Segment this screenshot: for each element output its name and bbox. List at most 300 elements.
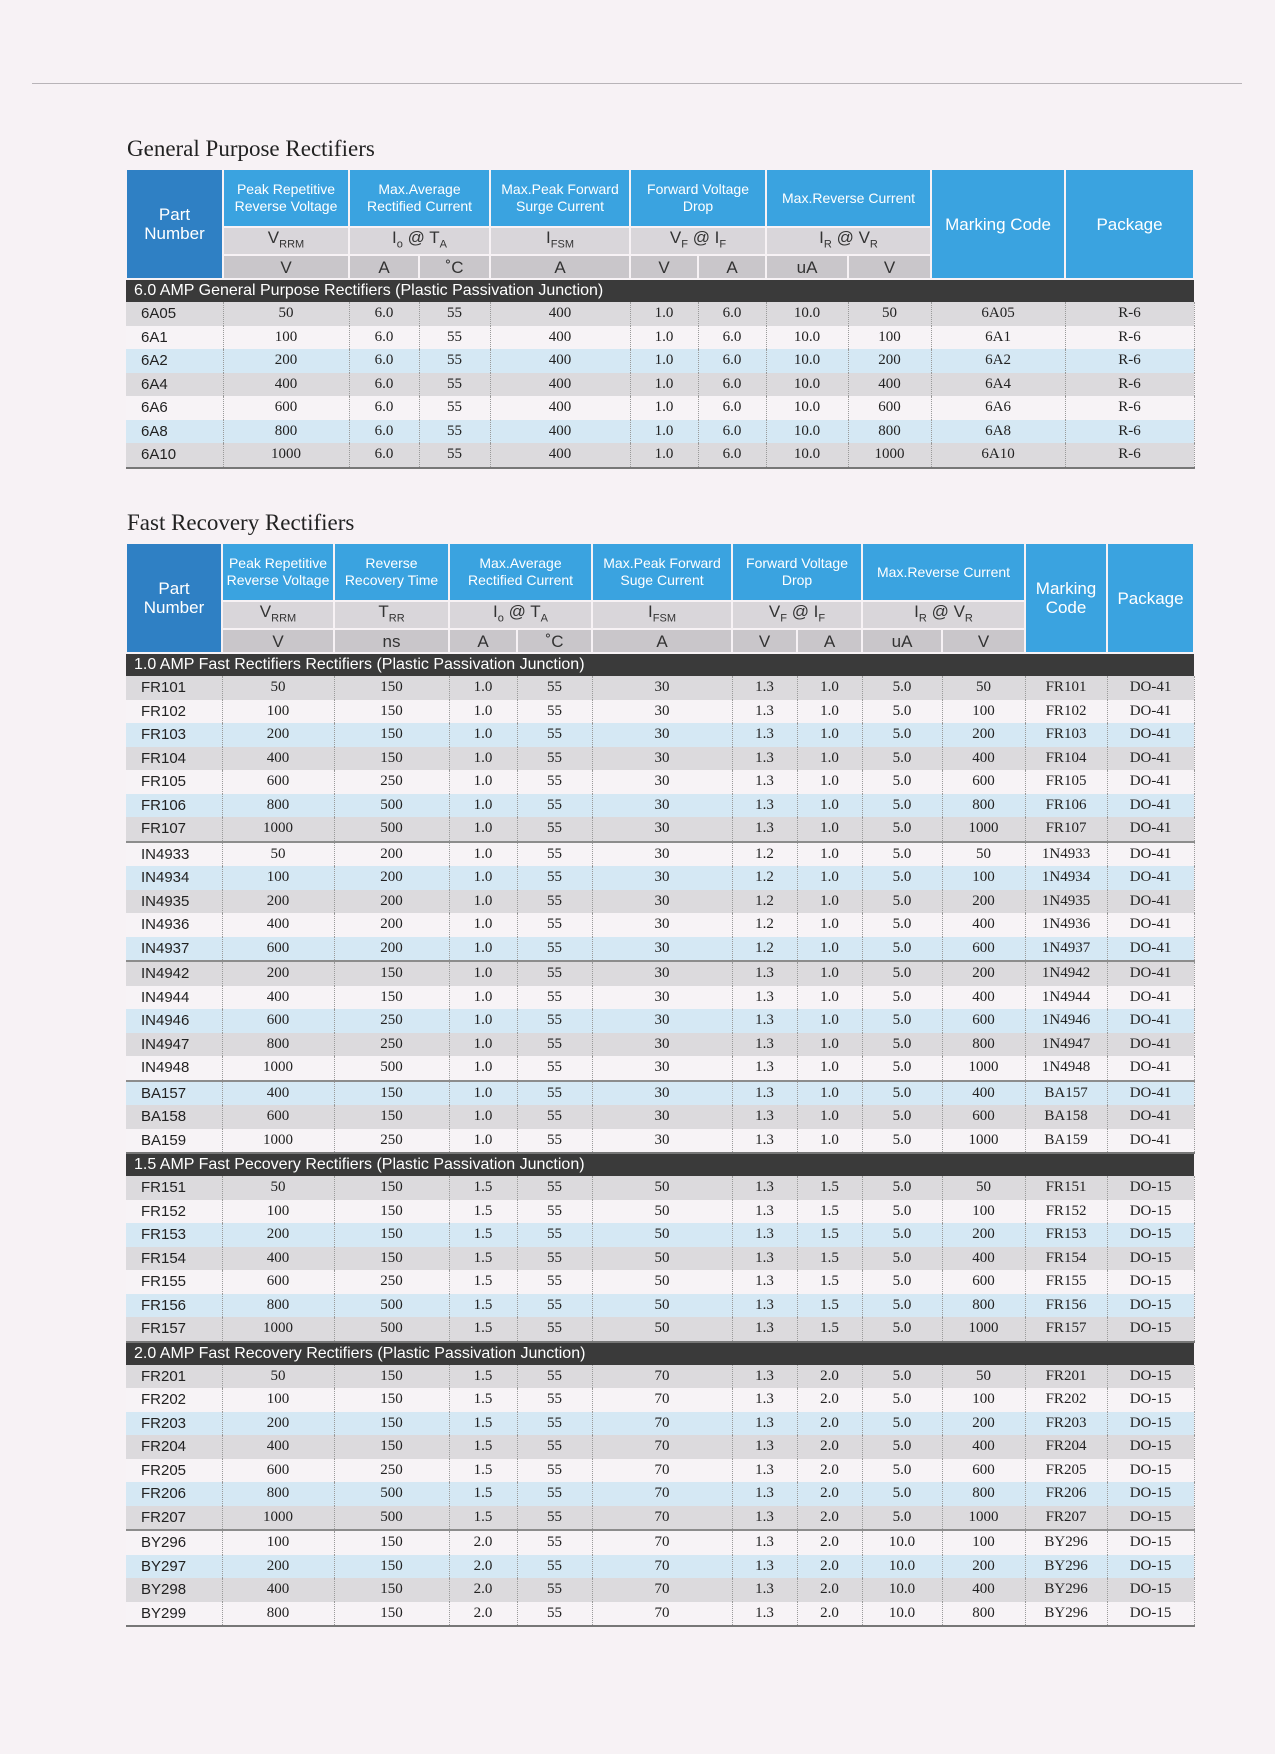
table-cell: 500 [334, 794, 449, 818]
table-cell: 1.5 [449, 1317, 517, 1342]
table-cell: 6A4 [931, 373, 1065, 397]
table-cell: 1.0 [797, 986, 862, 1010]
table-cell: 1.3 [732, 1056, 797, 1081]
table-row [126, 1033, 1194, 1057]
table-cell: 1.0 [449, 723, 517, 747]
table-cell: 55 [517, 913, 592, 937]
table-cell: 55 [517, 1033, 592, 1057]
table-cell: 1.3 [732, 1578, 797, 1602]
table-cell: 1.0 [449, 986, 517, 1010]
table-cell: 30 [592, 1105, 732, 1129]
table-cell: 2.0 [797, 1555, 862, 1579]
part-number-cell: FR203 [126, 1412, 222, 1436]
table-cell: 10.0 [766, 443, 848, 468]
table-cell: DO-41 [1107, 723, 1194, 747]
table-cell: 1.5 [797, 1270, 862, 1294]
table-cell: 5.0 [862, 1176, 942, 1200]
table-cell: 1.0 [797, 913, 862, 937]
table-cell: BY296 [1025, 1602, 1107, 1627]
col-part-number: Part Number [126, 543, 222, 653]
table-cell: 1.5 [797, 1176, 862, 1200]
table-cell: 400 [222, 1578, 334, 1602]
table-cell: 5.0 [862, 1270, 942, 1294]
table-cell: 1N4948 [1025, 1056, 1107, 1081]
band-title: 1.5 AMP Fast Pecovery Rectifiers (Plastic Passivation Junction) [126, 1153, 1194, 1176]
table-cell: 1.0 [449, 770, 517, 794]
unit-cell: A [698, 255, 766, 279]
table-cell: 1.2 [732, 937, 797, 962]
table-cell: 55 [517, 676, 592, 700]
table-cell: 1N4936 [1025, 913, 1107, 937]
col-marking-code: Marking Code [931, 169, 1065, 279]
table-row [126, 700, 1194, 724]
table-cell: 250 [334, 1270, 449, 1294]
table-cell: 1N4947 [1025, 1033, 1107, 1057]
table-cell: 55 [517, 1223, 592, 1247]
table-row [126, 1506, 1194, 1531]
table-cell: 30 [592, 1129, 732, 1154]
band-title: 6.0 AMP General Purpose Rectifiers (Plastic Passivation Junction) [126, 279, 1194, 302]
table-cell: FR203 [1025, 1412, 1107, 1436]
table-row [126, 723, 1194, 747]
table-cell: 6.0 [698, 326, 766, 350]
part-number-cell: FR207 [126, 1506, 222, 1531]
symbol-ir-at-vr: $I_R$ @ $V_R$ [862, 601, 1025, 629]
part-number-cell: FR153 [126, 1223, 222, 1247]
part-number-cell: BY299 [126, 1602, 222, 1627]
table-cell: 5.0 [862, 1200, 942, 1224]
table-cell: FR152 [1025, 1200, 1107, 1224]
table-cell: 1.3 [732, 1482, 797, 1506]
table-cell: 5.0 [862, 1317, 942, 1342]
table-cell: 5.0 [862, 937, 942, 962]
table-cell: BA159 [1025, 1129, 1107, 1154]
table-cell: 5.0 [862, 842, 942, 867]
table-cell: 1.5 [449, 1247, 517, 1271]
table-cell: 5.0 [862, 1435, 942, 1459]
col-package: Package [1065, 169, 1194, 279]
table-cell: 55 [517, 1555, 592, 1579]
table-cell: 1.3 [732, 961, 797, 986]
table-cell: 50 [848, 302, 931, 326]
table-cell: 150 [334, 1555, 449, 1579]
part-number-cell: FR151 [126, 1176, 222, 1200]
table-cell: 55 [517, 1365, 592, 1389]
table-cell: FR205 [1025, 1459, 1107, 1483]
band-title: 1.0 AMP Fast Rectifiers Rectifiers (Plastic Passivation Junction) [126, 653, 1194, 676]
table-cell: 2.0 [797, 1482, 862, 1506]
table-cell: 10.0 [766, 396, 848, 420]
table-cell: 6.0 [349, 326, 419, 350]
table-cell: 55 [517, 1105, 592, 1129]
table-cell: 55 [517, 1482, 592, 1506]
table-cell: 1N4944 [1025, 986, 1107, 1010]
table-cell: 55 [517, 866, 592, 890]
table-cell: 5.0 [862, 866, 942, 890]
table-cell: 200 [334, 842, 449, 867]
band-header-row [126, 279, 1194, 302]
table-cell: 400 [490, 373, 630, 397]
table-cell: 1.0 [449, 817, 517, 842]
table-cell: DO-41 [1107, 676, 1194, 700]
table-cell: 1000 [942, 1129, 1025, 1154]
table-cell: 1000 [942, 817, 1025, 842]
table-cell: 1.5 [797, 1200, 862, 1224]
symbol-ifsm: $I_{FSM}$ [490, 227, 630, 255]
table-cell: FR103 [1025, 723, 1107, 747]
table-cell: BY296 [1025, 1530, 1107, 1555]
table-cell: DO-41 [1107, 794, 1194, 818]
table-cell: 10.0 [862, 1530, 942, 1555]
table-cell: 2.0 [797, 1459, 862, 1483]
col-forward-voltage-drop: Forward Voltage Drop [630, 169, 766, 227]
table-cell: 1.5 [449, 1200, 517, 1224]
table-cell: DO-15 [1107, 1388, 1194, 1412]
unit-cell: uA [766, 255, 848, 279]
table-cell: 150 [334, 747, 449, 771]
unit-cell: V [732, 629, 797, 653]
table-cell: 1000 [222, 1129, 334, 1154]
table-cell: 5.0 [862, 747, 942, 771]
table-cell: 1.0 [449, 913, 517, 937]
table-cell: 2.0 [449, 1530, 517, 1555]
table-cell: 1N4946 [1025, 1009, 1107, 1033]
table-cell: 1.0 [630, 349, 698, 373]
table-row [126, 1482, 1194, 1506]
table-cell: 200 [334, 937, 449, 962]
table-cell: R-6 [1065, 420, 1194, 444]
table-row [126, 1105, 1194, 1129]
table-cell: 1.5 [449, 1482, 517, 1506]
table-cell: 150 [334, 1200, 449, 1224]
symbol-vf-at-if: $V_F$ @ $I_F$ [630, 227, 766, 255]
table-cell: 500 [334, 1294, 449, 1318]
table-cell: 1.5 [449, 1435, 517, 1459]
table-cell: R-6 [1065, 373, 1194, 397]
table-cell: 1.3 [732, 1009, 797, 1033]
table-cell: FR102 [1025, 700, 1107, 724]
table-cell: 400 [942, 1578, 1025, 1602]
general-purpose-table [125, 168, 1195, 469]
table-cell: 6.0 [698, 302, 766, 326]
unit-cell: V [942, 629, 1025, 653]
table-cell: 10.0 [862, 1578, 942, 1602]
table-cell: 100 [942, 1388, 1025, 1412]
unit-cell: V [630, 255, 698, 279]
table-cell: DO-41 [1107, 913, 1194, 937]
table-cell: 55 [517, 1081, 592, 1106]
table-cell: 250 [334, 1459, 449, 1483]
table-row [126, 1602, 1194, 1627]
table-cell: 55 [517, 842, 592, 867]
table-cell: 30 [592, 747, 732, 771]
part-number-cell: FR106 [126, 794, 222, 818]
table-cell: 100 [848, 326, 931, 350]
table-cell: 50 [942, 1365, 1025, 1389]
table-cell: 400 [490, 302, 630, 326]
col-max-reverse-current: Max.Reverse Current [862, 543, 1025, 601]
table-cell: DO-41 [1107, 700, 1194, 724]
table-cell: 400 [942, 747, 1025, 771]
table-cell: 1.5 [797, 1317, 862, 1342]
table-cell: 1.3 [732, 747, 797, 771]
table-cell: 70 [592, 1435, 732, 1459]
table-cell: 30 [592, 770, 732, 794]
part-number-cell: FR103 [126, 723, 222, 747]
table-cell: 1.0 [630, 396, 698, 420]
table-cell: 6A1 [931, 326, 1065, 350]
table-row [126, 1009, 1194, 1033]
table-cell: DO-41 [1107, 842, 1194, 867]
table-cell: DO-41 [1107, 817, 1194, 842]
table-cell: 100 [222, 1388, 334, 1412]
table-cell: 70 [592, 1412, 732, 1436]
part-number-cell: 6A2 [126, 349, 223, 373]
table-cell: 200 [222, 1412, 334, 1436]
table-cell: FR157 [1025, 1317, 1107, 1342]
part-number-cell: BA157 [126, 1081, 222, 1106]
table-row [126, 937, 1194, 962]
table-cell: 1.5 [449, 1459, 517, 1483]
table-row [126, 986, 1194, 1010]
table-cell: FR202 [1025, 1388, 1107, 1412]
unit-cell: A [490, 255, 630, 279]
part-number-cell: FR206 [126, 1482, 222, 1506]
symbol-trr: $T_{RR}$ [334, 601, 449, 629]
table-cell: 1.0 [797, 1129, 862, 1154]
table-cell: 250 [334, 1033, 449, 1057]
table-cell: 600 [942, 1105, 1025, 1129]
table-cell: 1.0 [449, 794, 517, 818]
table-cell: 200 [942, 1555, 1025, 1579]
table-cell: 150 [334, 961, 449, 986]
table-cell: FR201 [1025, 1365, 1107, 1389]
table-cell: 1.0 [797, 961, 862, 986]
table-cell: 55 [517, 1056, 592, 1081]
table-cell: 400 [490, 420, 630, 444]
table-cell: 600 [942, 1459, 1025, 1483]
table-cell: 5.0 [862, 961, 942, 986]
general-purpose-table-body [126, 279, 1194, 468]
table-row [126, 1365, 1194, 1389]
unit-cell: A [449, 629, 517, 653]
unit-cell: uA [862, 629, 942, 653]
table-cell: 1.0 [449, 700, 517, 724]
table-cell: DO-15 [1107, 1435, 1194, 1459]
table-cell: 200 [942, 890, 1025, 914]
table-cell: 5.0 [862, 913, 942, 937]
table-cell: 250 [334, 770, 449, 794]
table-cell: 55 [419, 302, 490, 326]
table-row [126, 396, 1194, 420]
table-cell: 1.2 [732, 913, 797, 937]
part-number-cell: FR201 [126, 1365, 222, 1389]
table-cell: 200 [942, 723, 1025, 747]
band-header-row [126, 1342, 1194, 1365]
table-cell: 1.5 [449, 1506, 517, 1531]
part-number-cell: IN4937 [126, 937, 222, 962]
table-cell: 800 [942, 1033, 1025, 1057]
table-cell: 1N4934 [1025, 866, 1107, 890]
section-title-fast-recovery: Fast Recovery Rectifiers [127, 510, 355, 535]
table-row [126, 817, 1194, 842]
table-row [126, 794, 1194, 818]
table-cell: 55 [419, 349, 490, 373]
table-cell: 400 [490, 326, 630, 350]
table-cell: 6.0 [349, 443, 419, 468]
symbol-vf-at-if: $V_F$ @ $I_F$ [732, 601, 862, 629]
table-cell: 6.0 [698, 373, 766, 397]
col-peak-repetitive-reverse-voltage: Peak Repetitive Reverse Voltage [222, 543, 334, 601]
page-top-rule [32, 83, 1242, 84]
table-cell: 1.0 [797, 700, 862, 724]
table-cell: DO-41 [1107, 1033, 1194, 1057]
table-cell: 1000 [942, 1506, 1025, 1531]
table-cell: 1000 [223, 443, 349, 468]
table-cell: 1.5 [449, 1365, 517, 1389]
table-cell: 400 [490, 396, 630, 420]
table-cell: 5.0 [862, 723, 942, 747]
table-cell: 1.0 [797, 747, 862, 771]
table-row [126, 676, 1194, 700]
table-cell: 1.5 [449, 1176, 517, 1200]
table-cell: FR104 [1025, 747, 1107, 771]
table-row [126, 1223, 1194, 1247]
table-cell: R-6 [1065, 326, 1194, 350]
table-cell: 50 [592, 1176, 732, 1200]
table-cell: 150 [334, 1578, 449, 1602]
symbol-io-at-ta: $I_o$ @ $T_A$ [449, 601, 592, 629]
table-cell: 1.3 [732, 770, 797, 794]
band-title: 2.0 AMP Fast Recovery Rectifiers (Plastic Passivation Junction) [126, 1342, 1194, 1365]
table-cell: 50 [222, 1176, 334, 1200]
table-cell: 10.0 [766, 420, 848, 444]
table-cell: 55 [517, 794, 592, 818]
table-cell: 150 [334, 700, 449, 724]
table-cell: 55 [419, 420, 490, 444]
table-cell: 1.3 [732, 676, 797, 700]
table-cell: 55 [517, 961, 592, 986]
table-cell: 50 [223, 302, 349, 326]
table-cell: 1.0 [797, 842, 862, 867]
part-number-cell: FR105 [126, 770, 222, 794]
table-cell: 30 [592, 794, 732, 818]
table-cell: 400 [942, 1081, 1025, 1106]
table-cell: 6A6 [931, 396, 1065, 420]
table-cell: 1.0 [630, 373, 698, 397]
table-cell: 200 [334, 913, 449, 937]
table-cell: 6.0 [698, 443, 766, 468]
table-cell: 2.0 [797, 1506, 862, 1531]
table-cell: 2.0 [797, 1388, 862, 1412]
table-cell: 1000 [222, 1056, 334, 1081]
col-reverse-recovery-time: Reverse Recovery Time [334, 543, 449, 601]
table-cell: 30 [592, 890, 732, 914]
fast-recovery-table [125, 542, 1195, 1627]
table-row [126, 913, 1194, 937]
part-number-cell: IN4947 [126, 1033, 222, 1057]
table-cell: 55 [517, 723, 592, 747]
table-cell: 5.0 [862, 1459, 942, 1483]
table-cell: 200 [222, 1223, 334, 1247]
table-cell: 50 [222, 1365, 334, 1389]
table-row [126, 1176, 1194, 1200]
table-cell: 800 [222, 1602, 334, 1627]
table-cell: 6A10 [931, 443, 1065, 468]
table-cell: BA158 [1025, 1105, 1107, 1129]
table-cell: 55 [517, 1412, 592, 1436]
unit-cell: ˚C [517, 629, 592, 653]
table-cell: 600 [848, 396, 931, 420]
table-row [126, 1530, 1194, 1555]
table-cell: FR153 [1025, 1223, 1107, 1247]
table-cell: 30 [592, 1009, 732, 1033]
part-number-cell: BY296 [126, 1530, 222, 1555]
table-cell: 5.0 [862, 770, 942, 794]
table-cell: 55 [517, 1129, 592, 1154]
table-cell: 1.0 [449, 747, 517, 771]
table-cell: DO-15 [1107, 1530, 1194, 1555]
table-cell: 10.0 [766, 349, 848, 373]
table-cell: 200 [222, 890, 334, 914]
table-cell: FR155 [1025, 1270, 1107, 1294]
part-number-cell: FR156 [126, 1294, 222, 1318]
table-cell: DO-41 [1107, 770, 1194, 794]
table-row [126, 866, 1194, 890]
table-cell: 50 [942, 842, 1025, 867]
table-cell: 600 [942, 1270, 1025, 1294]
table-cell: 5.0 [862, 1506, 942, 1531]
table-cell: 1.0 [449, 866, 517, 890]
table-cell: 30 [592, 961, 732, 986]
table-row [126, 1270, 1194, 1294]
table-cell: 400 [942, 1435, 1025, 1459]
table-cell: 50 [592, 1200, 732, 1224]
table-cell: 500 [334, 1506, 449, 1531]
table-cell: 1.0 [449, 937, 517, 962]
table-cell: 30 [592, 1056, 732, 1081]
table-cell: 400 [222, 986, 334, 1010]
table-cell: 400 [942, 986, 1025, 1010]
table-cell: 1.0 [449, 676, 517, 700]
table-cell: 1N4933 [1025, 842, 1107, 867]
part-number-cell: 6A10 [126, 443, 223, 468]
table-cell: DO-41 [1107, 961, 1194, 986]
table-cell: 55 [517, 1435, 592, 1459]
table-cell: R-6 [1065, 443, 1194, 468]
table-row [126, 961, 1194, 986]
table-cell: 150 [334, 1105, 449, 1129]
table-cell: 55 [517, 1200, 592, 1224]
table-row [126, 747, 1194, 771]
table-cell: 70 [592, 1602, 732, 1627]
band-header-row [126, 653, 1194, 676]
table-cell: FR101 [1025, 676, 1107, 700]
table-cell: 1.0 [449, 961, 517, 986]
table-cell: 70 [592, 1459, 732, 1483]
part-number-cell: 6A6 [126, 396, 223, 420]
table-cell: 200 [222, 961, 334, 986]
table-cell: 1N4937 [1025, 937, 1107, 962]
table-cell: 55 [517, 1388, 592, 1412]
table-cell: 800 [222, 1033, 334, 1057]
col-forward-voltage-drop: Forward Voltage Drop [732, 543, 862, 601]
table-cell: DO-15 [1107, 1578, 1194, 1602]
table-cell: 6A2 [931, 349, 1065, 373]
part-number-cell: 6A1 [126, 326, 223, 350]
table-cell: 1.0 [630, 302, 698, 326]
unit-cell: A [349, 255, 419, 279]
